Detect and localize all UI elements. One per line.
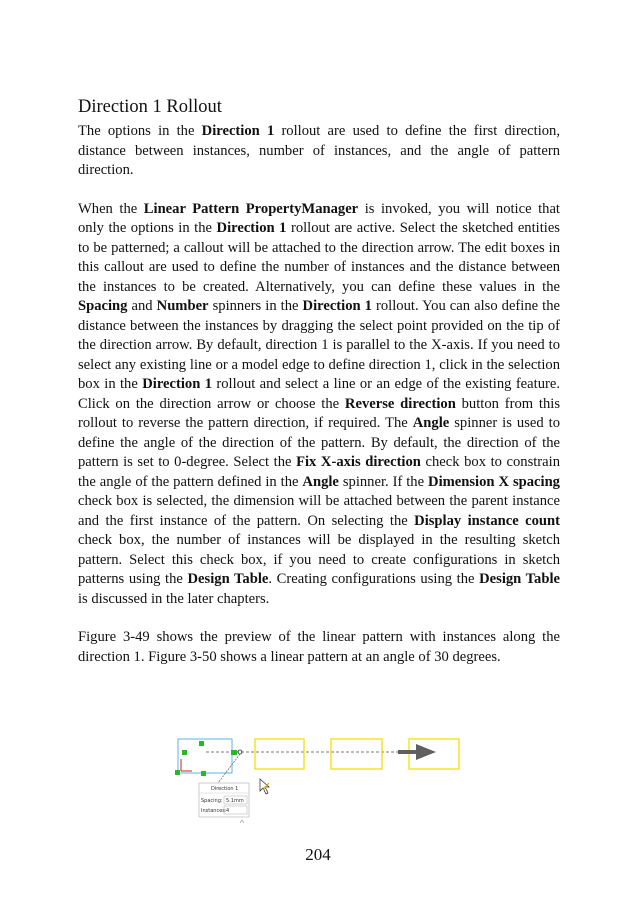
direction-arrow-icon[interactable] (416, 744, 436, 760)
pattern-instance (331, 739, 382, 769)
bold-term: Direction 1 (216, 220, 287, 236)
text-run: and (127, 298, 157, 314)
bold-term: Direction 1 (302, 298, 372, 314)
text-run: rollout and select a line or an edge of the existing feature. Click on the direction arrow or choose the (78, 376, 560, 412)
paragraph (78, 122, 560, 181)
text-run: is invoked, you will notice that only the options in the (78, 200, 560, 236)
pointer-cursor-icon (260, 779, 269, 794)
callout-instances-label: Instances: (201, 808, 227, 814)
page-number: 204 (305, 845, 331, 864)
paragraph (78, 200, 560, 610)
handle-right[interactable] (231, 750, 237, 755)
bold-term: Direction 1 (201, 123, 275, 139)
callout-instances-value: 4 (226, 808, 230, 814)
handle-bottom-left[interactable] (175, 770, 180, 775)
text-run: When the (78, 200, 144, 217)
bold-term: Design Table (479, 571, 560, 587)
figure-linear-pattern-preview (170, 733, 470, 828)
text-run: spinners in the (208, 298, 303, 314)
bold-term: Design Table (187, 571, 269, 587)
callout-spacing-label: Spacing: (201, 798, 223, 804)
text-run: spinner. If the (338, 473, 429, 490)
text-run: check box is selected, the dimension will be attached between the parent instance and the first instance of the pattern. On selecting the (78, 493, 560, 529)
bold-term: Display instance count (414, 512, 560, 529)
handle-bottom[interactable] (201, 771, 206, 776)
direction-arrow-shaft[interactable] (398, 750, 418, 754)
bold-term: Fix X-axis direction (296, 454, 421, 470)
bold-term: Reverse direction (344, 395, 456, 412)
bold-term: Linear Pattern PropertyManager (143, 200, 359, 217)
bold-term: Angle (412, 415, 450, 431)
text-run: . Creating configurations using the (268, 571, 480, 587)
callout-spacing-value: 5.1mm (226, 798, 244, 804)
text-run: rollout. You can also define the distance between the instances by dragging the select point provided on the tip of the direction arrow. By default, direction 1 is parallel to the X-axis. If you need to select any existing line or a model edge to define direction 1, click in the selection box in the (78, 298, 560, 392)
bold-term: Dimension X spacing (428, 473, 560, 490)
text-run: check box to constrain the angle of the pattern defined in the (78, 454, 560, 490)
text-run: is discussed in the later chapters. (78, 590, 270, 607)
bold-term: Direction 1 (142, 376, 212, 392)
parent-instance[interactable] (178, 739, 232, 773)
bold-term: Angle (302, 473, 339, 490)
text-run: button from this rollout to reverse the pattern direction, if required. The (78, 395, 561, 431)
text-run: check box, the number of instances will be displayed in the resulting sketch pattern. Select this check box, if you need to create configurations in sketch patterns using the (78, 532, 560, 587)
text-run: rollout are active. Select the sketched entities to be patterned; a callout will be attached to the direction arrow. The edit boxes in this callout are used to define the number of instances and the distance between the instances to be created. Alternatively, you can define these values in the (78, 220, 560, 295)
pattern-preview-graphic (170, 733, 470, 828)
handle-left[interactable] (182, 750, 187, 755)
text-run: Figure 3-49 shows the preview of the linear pattern with instances along the direction 1. Figure 3-50 shows a linear pattern at an angle of 30 degrees. (78, 629, 560, 665)
text-run: spinner is used to define the angle of the direction of the pattern. By default, the direction of the pattern is set to 0-degree. Select the (78, 415, 560, 470)
paragraph (78, 628, 560, 667)
bold-term: Number (156, 298, 209, 314)
handle-top[interactable] (199, 741, 204, 746)
callout-title: Direction 1 (211, 786, 239, 792)
section-heading: Direction 1 Rollout (78, 97, 222, 117)
page-body (78, 96, 560, 686)
text-run: rollout are used to define the first direction, distance between instances, number of instances, and the angle of pattern direction. (78, 123, 560, 178)
pattern-instance (255, 739, 304, 769)
bold-term: Spacing (78, 298, 128, 314)
callout-collapse-icon[interactable] (240, 820, 244, 823)
callout-leader (218, 754, 240, 783)
text-run: The options in the (78, 123, 202, 139)
